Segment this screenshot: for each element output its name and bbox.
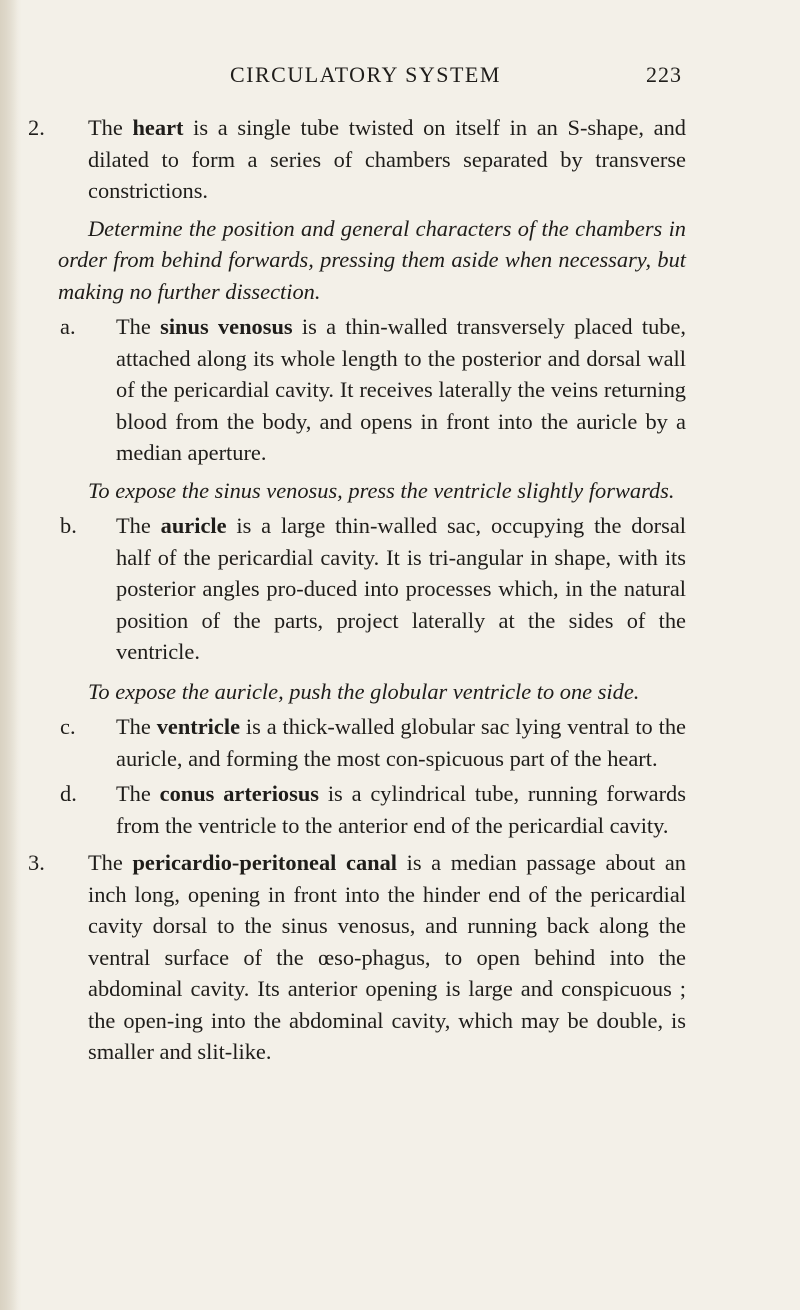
paragraph-b-auricle	[58, 510, 686, 668]
paragraph-lead: The	[116, 781, 160, 806]
paragraph-letter: d.	[60, 781, 77, 806]
term-heart: heart	[132, 115, 184, 140]
spine-shadow	[0, 0, 18, 1310]
body-text	[28, 112, 686, 1068]
paragraph-letter: a.	[60, 314, 76, 339]
instruction-determine-chambers: Determine the position and general characters of the chambers in order from behind forwards, pressing them aside when necessary, but making no further dissection.	[58, 215, 686, 304]
paragraph-text: is a cylindrical tube, running forwards from the ventricle to the anterior end of the pericardial cavity.	[116, 781, 686, 838]
paragraph-d-conus-arteriosus	[58, 778, 686, 841]
paragraph-lead: The	[88, 850, 133, 875]
paragraph-2-heart	[28, 112, 686, 207]
running-head: CIRCULATORY SYSTEM	[230, 62, 501, 87]
paragraph-lead: The	[116, 513, 161, 538]
paragraph-text: is a large thin-walled sac, occupying the dorsal half of the pericardial cavity. It is tri-angular in shape, with its posterior angles pro-duced into processes which, in the natural position of the parts, project laterally at the sides of the ventricle.	[116, 513, 686, 664]
instruction-expose-sinus: To expose the sinus venosus, press the ventricle slightly forwards.	[88, 477, 675, 503]
paragraph-number: 3.	[28, 850, 45, 875]
paragraph-lead: The	[88, 115, 133, 140]
paragraph-lead: The	[116, 714, 157, 739]
paragraph-3-pericardio-peritoneal-canal	[28, 847, 686, 1068]
term-conus-arteriosus: conus arteriosus	[159, 781, 319, 806]
term-ventricle: ventricle	[156, 714, 241, 739]
instruction-expose-auricle: To expose the auricle, push the globular ventricle to one side.	[88, 678, 640, 704]
paragraph-a-sinus-venosus	[58, 311, 686, 469]
page-header	[0, 62, 800, 92]
paragraph-text: is a single tube twisted on itself in an S-shape, and dilated to form a series of chambers separated by transverse constrictions.	[88, 115, 686, 203]
paragraph-text: is a median passage about an inch long, opening in front into the hinder end of the pericardial cavity dorsal to the sinus venosus, and running back along the ventral surface of the œso-phagus, to open behind into the abdominal cavity. Its anterior opening is large and conspicuous ; the open-ing into the abdominal cavity, which may be double, is smaller and slit-like.	[88, 850, 686, 1064]
paragraph-lead: The	[116, 314, 161, 339]
page-number: 223	[646, 62, 682, 87]
paragraph-letter: b.	[60, 513, 77, 538]
paragraph-text: is a thin-walled transversely placed tube, attached along its whole length to the posterior and dorsal wall of the pericardial cavity. It receives laterally the veins returning blood from the body, and opens in front into the auricle by a median aperture.	[116, 314, 686, 465]
paragraph-letter: c.	[60, 714, 76, 739]
paragraph-number: 2.	[28, 115, 45, 140]
paragraph-text: is a thick-walled globular sac lying ventral to the auricle, and forming the most con-spicuous part of the heart.	[116, 714, 686, 771]
term-pericardio-peritoneal-canal: pericardio-peritoneal canal	[132, 850, 398, 875]
paragraph-c-ventricle	[58, 711, 686, 774]
term-sinus-venosus: sinus venosus	[160, 314, 293, 339]
term-auricle: auricle	[160, 513, 227, 538]
